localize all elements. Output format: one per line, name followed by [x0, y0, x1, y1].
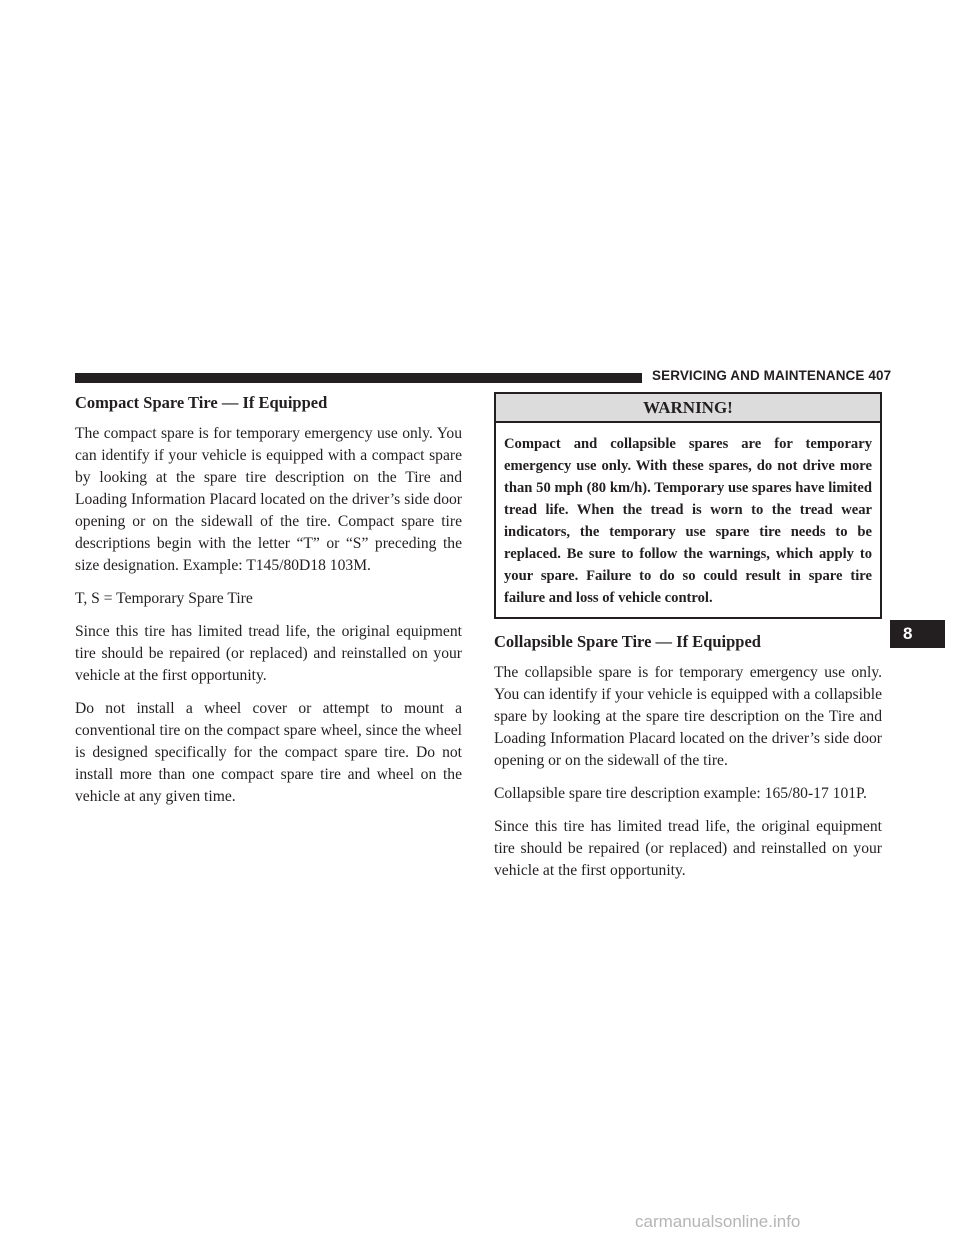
collapsible-spare-paragraph-2: Collapsible spare tire description example: 165/80-17 101P.: [494, 785, 867, 802]
collapsible-spare-paragraph-3: Since this tire has limited tread life, the original equipment tire should be repaired (or replaced) and reinstalled on your vehicle at the first opportunity.: [494, 818, 882, 879]
compact-spare-paragraph-2: T, S = Temporary Spare Tire: [75, 590, 253, 607]
collapsible-spare-paragraph-1: The collapsible spare is for temporary emergency use only. You can identify if your vehicle is equipped with a collapsible spare by looking at the spare tire description on the Tire and Loading Information Placard located on the driver’s side door opening or on the sidewall of the tire.: [494, 664, 882, 769]
chapter-tab: 8: [890, 620, 945, 648]
warning-text: Compact and collapsible spares are for temporary emergency use only. With these spares, do not drive more than 50 mph (80 km/h). Temporary use spares have limited tread life. When the tread is worn to the tread wear indicators, the temporary use spare tire needs to be replaced. Be sure to follow the warnings, which apply to your spare. Failure to do so could result in spare tire failure and loss of vehicle control.: [504, 436, 872, 606]
compact-spare-paragraph-4: Do not install a wheel cover or attempt to mount a conventional tire on the compact spare wheel, since the wheel is designed specifically for the compact spare tire. Do not install more than one compact spare tire and wheel on the vehicle at any given time.: [75, 700, 462, 805]
watermark: carmanualsonline.info: [635, 1212, 801, 1231]
running-header: SERVICING AND MAINTENANCE 407: [652, 368, 892, 383]
header-rule: [75, 373, 642, 383]
right-column: [494, 392, 882, 893]
compact-spare-heading: Compact Spare Tire — If Equipped: [75, 393, 328, 412]
compact-spare-paragraph-3: Since this tire has limited tread life, the original equipment tire should be repaired (or replaced) and reinstalled on your vehicle at the first opportunity.: [75, 623, 462, 684]
collapsible-spare-heading: Collapsible Spare Tire — If Equipped: [494, 632, 761, 651]
warning-box: [494, 392, 882, 619]
compact-spare-paragraph-1: The compact spare is for temporary emergency use only. You can identify if your vehicle is equipped with a compact spare by looking at the spare tire description on the Tire and Loading Information Placard located on the driver’s side door opening or on the sidewall of the tire. Compact spare tire descriptions begin with the letter “T” or “S” preceding the size designation. Example: T145/80D18 103M.: [75, 425, 462, 574]
warning-title: WARNING!: [496, 394, 880, 423]
left-column: [75, 392, 462, 819]
